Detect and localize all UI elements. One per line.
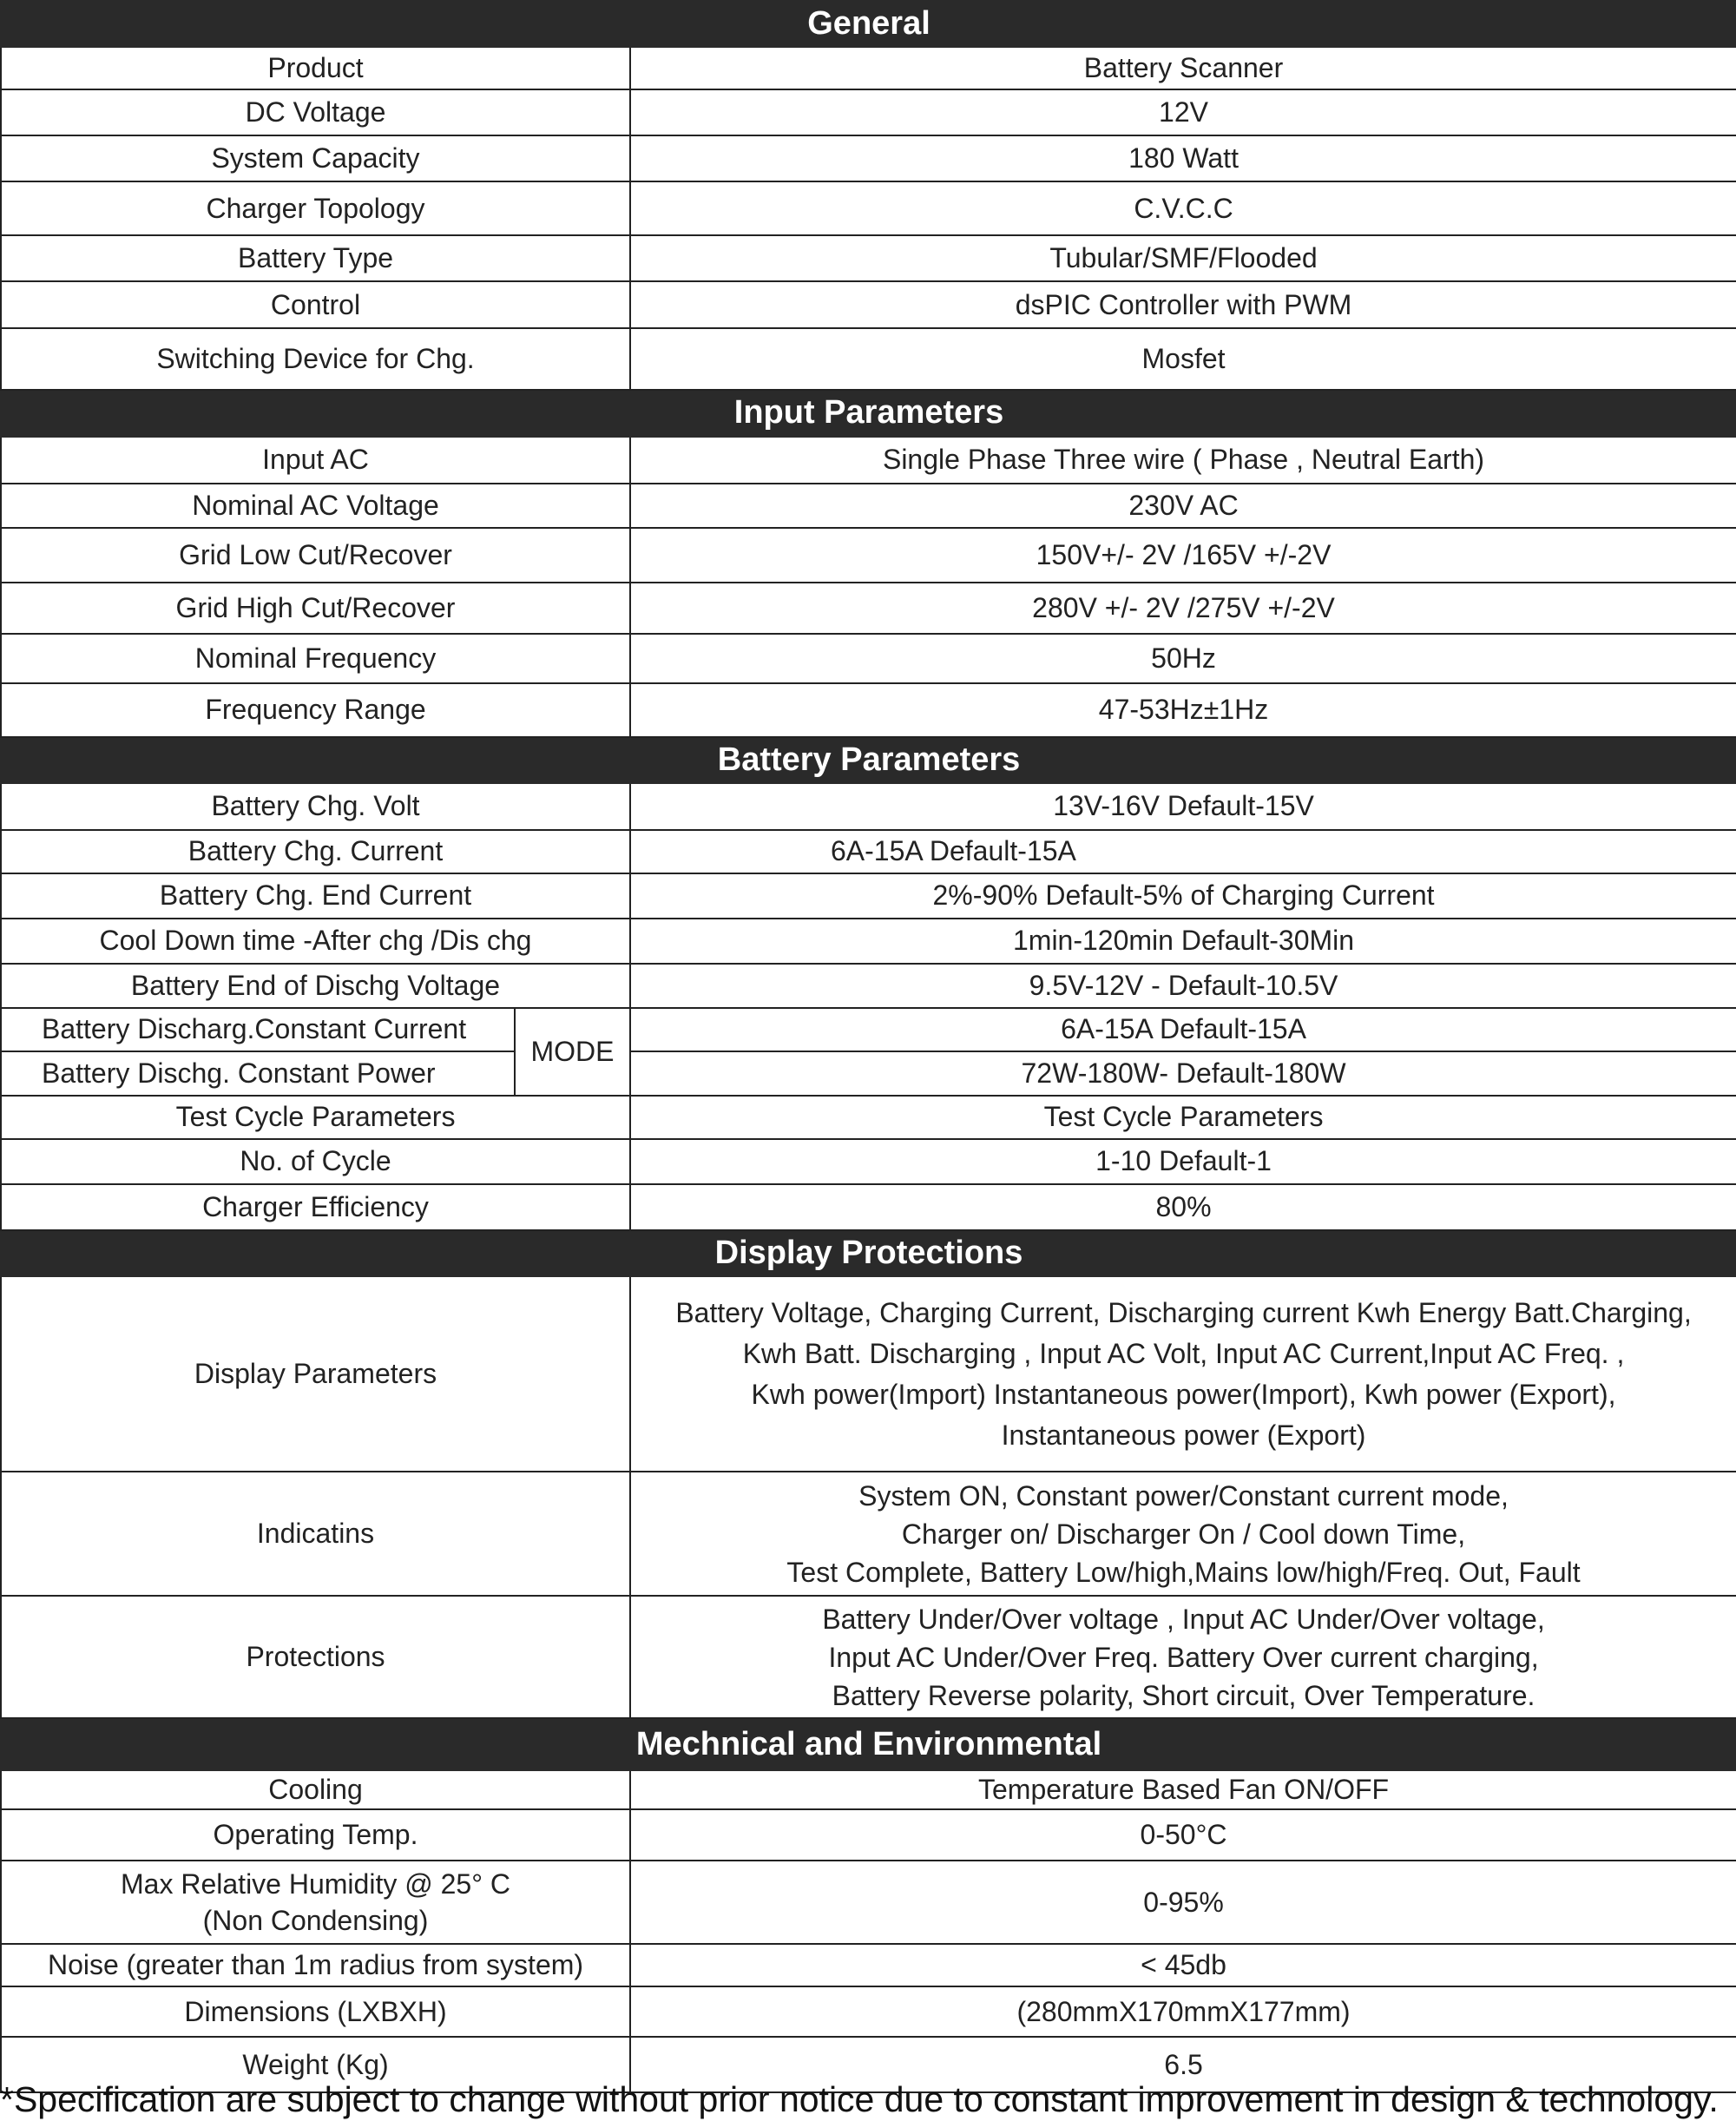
value-line: Kwh power(Import) Instantaneous power(Import), Kwh power (Export), [751,1378,1616,1410]
label-line: Max Relative Humidity @ 25° C [121,1868,510,1900]
row-label: Battery Chg. Current [1,830,630,873]
row-value: < 45db [630,1944,1736,1986]
table-row [1,235,1736,281]
value-line: Test Complete, Battery Low/high,Mains low/high/Freq. Out, Fault [786,1556,1581,1588]
row-label: Noise (greater than 1m radius from system) [1,1944,630,1986]
row-label: Cooling [1,1770,630,1809]
row-value-multiline [630,1596,1736,1718]
row-value: 6.5 [630,2037,1736,2092]
row-value: 0-95% [630,1861,1736,1944]
row-label: Frequency Range [1,683,630,737]
row-value-multiline [630,1276,1736,1472]
section-header-display: Display Protections [1,1230,1736,1276]
row-label: No. of Cycle [1,1139,630,1184]
value-line: Battery Voltage, Charging Current, Discharging current Kwh Energy Batt.Charging, [675,1296,1692,1328]
row-value: C.V.C.C [630,181,1736,235]
row-value: 1-10 Default-1 [630,1139,1736,1184]
row-value-multiline [630,1472,1736,1596]
value-line: Kwh Batt. Discharging , Input AC Volt, Input AC Current,Input AC Freq. , [742,1337,1625,1369]
row-value: 80% [630,1184,1736,1230]
row-label: Weight (Kg) [1,2037,630,2092]
row-value: 50Hz [630,634,1736,683]
row-label: Battery End of Dischg Voltage [1,964,630,1008]
table-row [1,135,1736,181]
row-label: DC Voltage [1,89,630,135]
row-value: 12V [630,89,1736,135]
table-row [1,919,1736,964]
row-label: Dimensions (LXBXH) [1,1986,630,2037]
row-label: Nominal AC Voltage [1,484,630,528]
table-row [1,873,1736,919]
row-value: Battery Scanner [630,47,1736,89]
table-row [1,1184,1736,1230]
table-row [1,181,1736,235]
row-label: Grid High Cut/Recover [1,583,630,634]
row-value: 6A-15A Default-15A [630,1008,1736,1051]
row-label: Battery Chg. Volt [1,783,630,830]
table-row [1,783,1736,830]
table-row [1,528,1736,583]
row-label: Product [1,47,630,89]
row-value: 13V-16V Default-15V [630,783,1736,830]
table-row [1,634,1736,683]
value-line: Input AC Under/Over Freq. Battery Over current charging, [828,1641,1539,1673]
table-row [1,1096,1736,1139]
row-label: Operating Temp. [1,1809,630,1861]
row-label: Protections [1,1596,630,1718]
row-label: Battery Type [1,235,630,281]
table-row [1,1986,1736,2037]
row-label: Battery Chg. End Current [1,873,630,919]
label-line: (Non Condensing) [202,1905,429,1937]
table-row [1,1008,1736,1051]
row-label: Control [1,281,630,328]
section-header-battery: Battery Parameters [1,737,1736,783]
row-value: 1min-120min Default-30Min [630,919,1736,964]
row-label: Battery Discharg.Constant Current [1,1008,515,1051]
row-value: Temperature Based Fan ON/OFF [630,1770,1736,1809]
table-row [1,583,1736,634]
table-row [1,1770,1736,1809]
value-line: System ON, Constant power/Constant current mode, [858,1479,1509,1512]
row-value: 72W-180W- Default-180W [630,1051,1736,1096]
row-value: 9.5V-12V - Default-10.5V [630,964,1736,1008]
table-row [1,437,1736,484]
table-row [1,89,1736,135]
row-value: Single Phase Three wire ( Phase , Neutral Earth) [630,437,1736,484]
row-value: 2%-90% Default-5% of Charging Current [630,873,1736,919]
table-row [1,683,1736,737]
row-value: 280V +/- 2V /275V +/-2V [630,583,1736,634]
table-row [1,328,1736,390]
value-line: Battery Reverse polarity, Short circuit, Over Temperature. [832,1679,1535,1711]
table-row [1,281,1736,328]
row-value: 6A-15A Default-15A [630,830,1736,873]
table-row [1,1596,1736,1718]
value-line: Instantaneous power (Export) [1001,1419,1366,1451]
row-value: Mosfet [630,328,1736,390]
row-label: Charger Topology [1,181,630,235]
row-value: (280mmX170mmX177mm) [630,1986,1736,2037]
row-label: Battery Dischg. Constant Power [1,1051,515,1096]
mode-label: MODE [515,1008,630,1096]
table-row [1,1472,1736,1596]
table-row [1,484,1736,528]
value-line: Battery Under/Over voltage , Input AC Under/Over voltage, [822,1603,1545,1635]
row-label: System Capacity [1,135,630,181]
table-row [1,1809,1736,1861]
table-row [1,1276,1736,1472]
section-header-input: Input Parameters [1,390,1736,436]
row-value: dsPIC Controller with PWM [630,281,1736,328]
row-value: 0-50°C [630,1809,1736,1861]
table-row [1,964,1736,1008]
row-label: Nominal Frequency [1,634,630,683]
row-value: 230V AC [630,484,1736,528]
table-row [1,1139,1736,1184]
row-label: Input AC [1,437,630,484]
section-header-mechanical: Mechnical and Environmental [1,1718,1736,1770]
row-value: 180 Watt [630,135,1736,181]
table-row [1,47,1736,89]
row-label: Indicatins [1,1472,630,1596]
row-value: 47-53Hz±1Hz [630,683,1736,737]
table-row [1,1861,1736,1944]
row-label: Cool Down time -After chg /Dis chg [1,919,630,964]
row-label: Charger Efficiency [1,1184,630,1230]
row-label: Display Parameters [1,1276,630,1472]
section-header-general: General [1,1,1736,47]
row-value: Tubular/SMF/Flooded [630,235,1736,281]
row-value: 150V+/- 2V /165V +/-2V [630,528,1736,583]
row-label: Test Cycle Parameters [1,1096,630,1139]
row-label: Grid Low Cut/Recover [1,528,630,583]
row-label-multiline [1,1861,630,1944]
row-label: Switching Device for Chg. [1,328,630,390]
footnote: *Specification are subject to change without prior notice due to constant improvement in design & technology. [0,2079,1719,2119]
value-line: Charger on/ Discharger On / Cool down Time, [901,1518,1466,1550]
table-row [1,1944,1736,1986]
table-row [1,830,1736,873]
table-row [1,1051,1736,1096]
row-value: Test Cycle Parameters [630,1096,1736,1139]
